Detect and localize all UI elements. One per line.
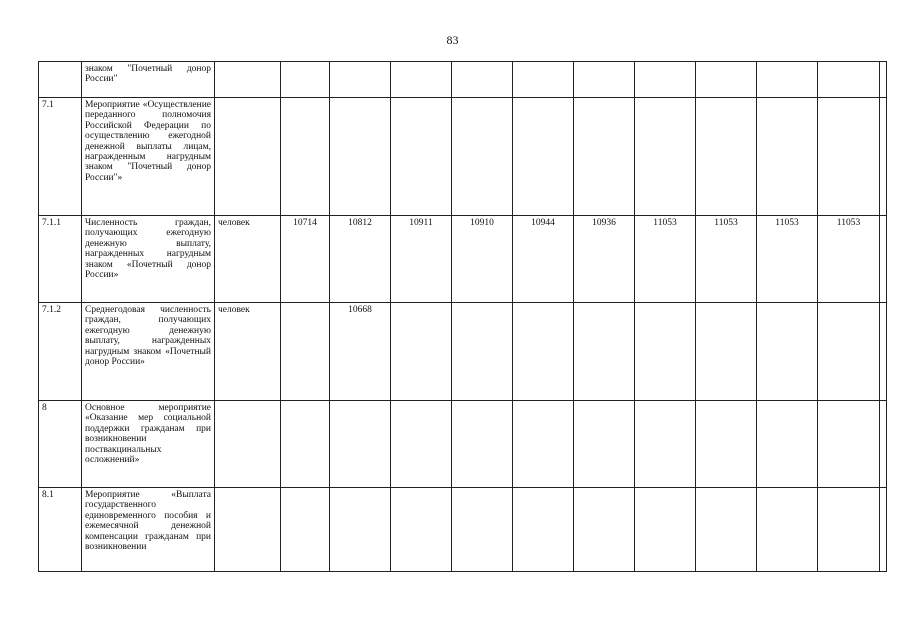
row-value-cell	[880, 488, 887, 572]
row-value-cell	[757, 62, 818, 98]
row-value-cell	[880, 303, 887, 401]
row-value-cell	[391, 98, 452, 216]
row-value-cell	[330, 488, 391, 572]
table-row	[39, 303, 887, 401]
row-value-cell	[452, 401, 513, 488]
row-value-cell	[818, 401, 880, 488]
program-indicators-table	[38, 61, 887, 572]
row-description-cell: Мероприятие «Выплата государственного единовременного пособия и ежемесячной денежной компенсации гражданам при возникновении	[82, 488, 215, 572]
row-value-cell: 10714	[281, 216, 330, 303]
row-value-cell	[391, 488, 452, 572]
row-number-cell: 8.1	[39, 488, 82, 572]
row-value-cell	[757, 488, 818, 572]
row-value-cell	[452, 62, 513, 98]
row-value-cell	[452, 303, 513, 401]
row-description-cell: Численность граждан, получающих ежегодную денежную выплату, награжденных нагрудным знаком «Почетный донор России»	[82, 216, 215, 303]
row-value-cell	[391, 303, 452, 401]
row-value-cell	[696, 303, 757, 401]
row-value-cell	[574, 401, 635, 488]
row-value-cell	[574, 488, 635, 572]
row-value-cell	[757, 98, 818, 216]
row-value-cell: 10668	[330, 303, 391, 401]
row-value-cell	[696, 488, 757, 572]
row-number-cell: 7.1	[39, 98, 82, 216]
row-description-cell: Среднегодовая численность граждан, получающих ежегодную денежную выплату, награжденных нагрудным знаком «Почетный донор России»	[82, 303, 215, 401]
row-value-cell	[635, 98, 696, 216]
row-value-cell	[513, 98, 574, 216]
table-row	[39, 62, 887, 98]
row-value-cell	[513, 401, 574, 488]
row-value-cell	[330, 401, 391, 488]
row-unit-cell: человек	[215, 216, 281, 303]
row-value-cell	[281, 98, 330, 216]
row-value-cell	[757, 303, 818, 401]
row-value-cell	[696, 401, 757, 488]
row-value-cell	[818, 62, 880, 98]
row-value-cell	[330, 98, 391, 216]
row-value-cell: 11053	[818, 216, 880, 303]
row-number-cell: 8	[39, 401, 82, 488]
row-value-cell	[391, 62, 452, 98]
row-value-cell	[574, 62, 635, 98]
row-value-cell	[818, 303, 880, 401]
row-unit-cell	[215, 62, 281, 98]
table-row	[39, 98, 887, 216]
row-value-cell: 11053	[757, 216, 818, 303]
row-value-cell	[880, 62, 887, 98]
row-value-cell	[281, 488, 330, 572]
row-value-cell	[696, 98, 757, 216]
row-value-cell	[880, 401, 887, 488]
page-number: 83	[446, 33, 459, 47]
row-description-cell: Мероприятие «Осуществление переданного полномочия Российской Федерации по осуществлению ежегодной денежной выплаты лицам, награжденным нагрудным знаком "Почетный донор России"»	[82, 98, 215, 216]
table-row	[39, 488, 887, 572]
row-value-cell	[281, 62, 330, 98]
table-row	[39, 216, 887, 303]
row-description-cell: знаком "Почетный донор России"	[82, 62, 215, 98]
row-value-cell	[391, 401, 452, 488]
row-value-cell	[452, 98, 513, 216]
row-value-cell	[635, 62, 696, 98]
row-number-cell	[39, 62, 82, 98]
row-value-cell	[513, 488, 574, 572]
row-value-cell: 11053	[696, 216, 757, 303]
table-row	[39, 401, 887, 488]
row-description-cell: Основное мероприятие «Оказание мер социальной поддержки гражданам при возникновении поствакцинальных осложнений»	[82, 401, 215, 488]
row-value-cell	[757, 401, 818, 488]
row-value-cell: 10911	[391, 216, 452, 303]
row-value-cell: 10910	[452, 216, 513, 303]
row-value-cell	[574, 303, 635, 401]
row-value-cell	[330, 62, 391, 98]
row-value-cell	[281, 401, 330, 488]
row-value-cell	[635, 303, 696, 401]
row-value-cell	[452, 488, 513, 572]
row-value-cell	[513, 62, 574, 98]
row-unit-cell	[215, 401, 281, 488]
row-unit-cell	[215, 98, 281, 216]
row-value-cell	[818, 98, 880, 216]
row-value-cell	[281, 303, 330, 401]
row-value-cell	[880, 216, 887, 303]
row-value-cell	[635, 488, 696, 572]
row-number-cell: 7.1.1	[39, 216, 82, 303]
row-number-cell: 7.1.2	[39, 303, 82, 401]
row-value-cell	[574, 98, 635, 216]
row-value-cell: 11053	[635, 216, 696, 303]
row-unit-cell	[215, 488, 281, 572]
row-value-cell	[635, 401, 696, 488]
row-value-cell: 10936	[574, 216, 635, 303]
row-unit-cell: человек	[215, 303, 281, 401]
row-value-cell	[513, 303, 574, 401]
row-value-cell	[880, 98, 887, 216]
row-value-cell: 10812	[330, 216, 391, 303]
row-value-cell	[696, 62, 757, 98]
row-value-cell: 10944	[513, 216, 574, 303]
row-value-cell	[818, 488, 880, 572]
